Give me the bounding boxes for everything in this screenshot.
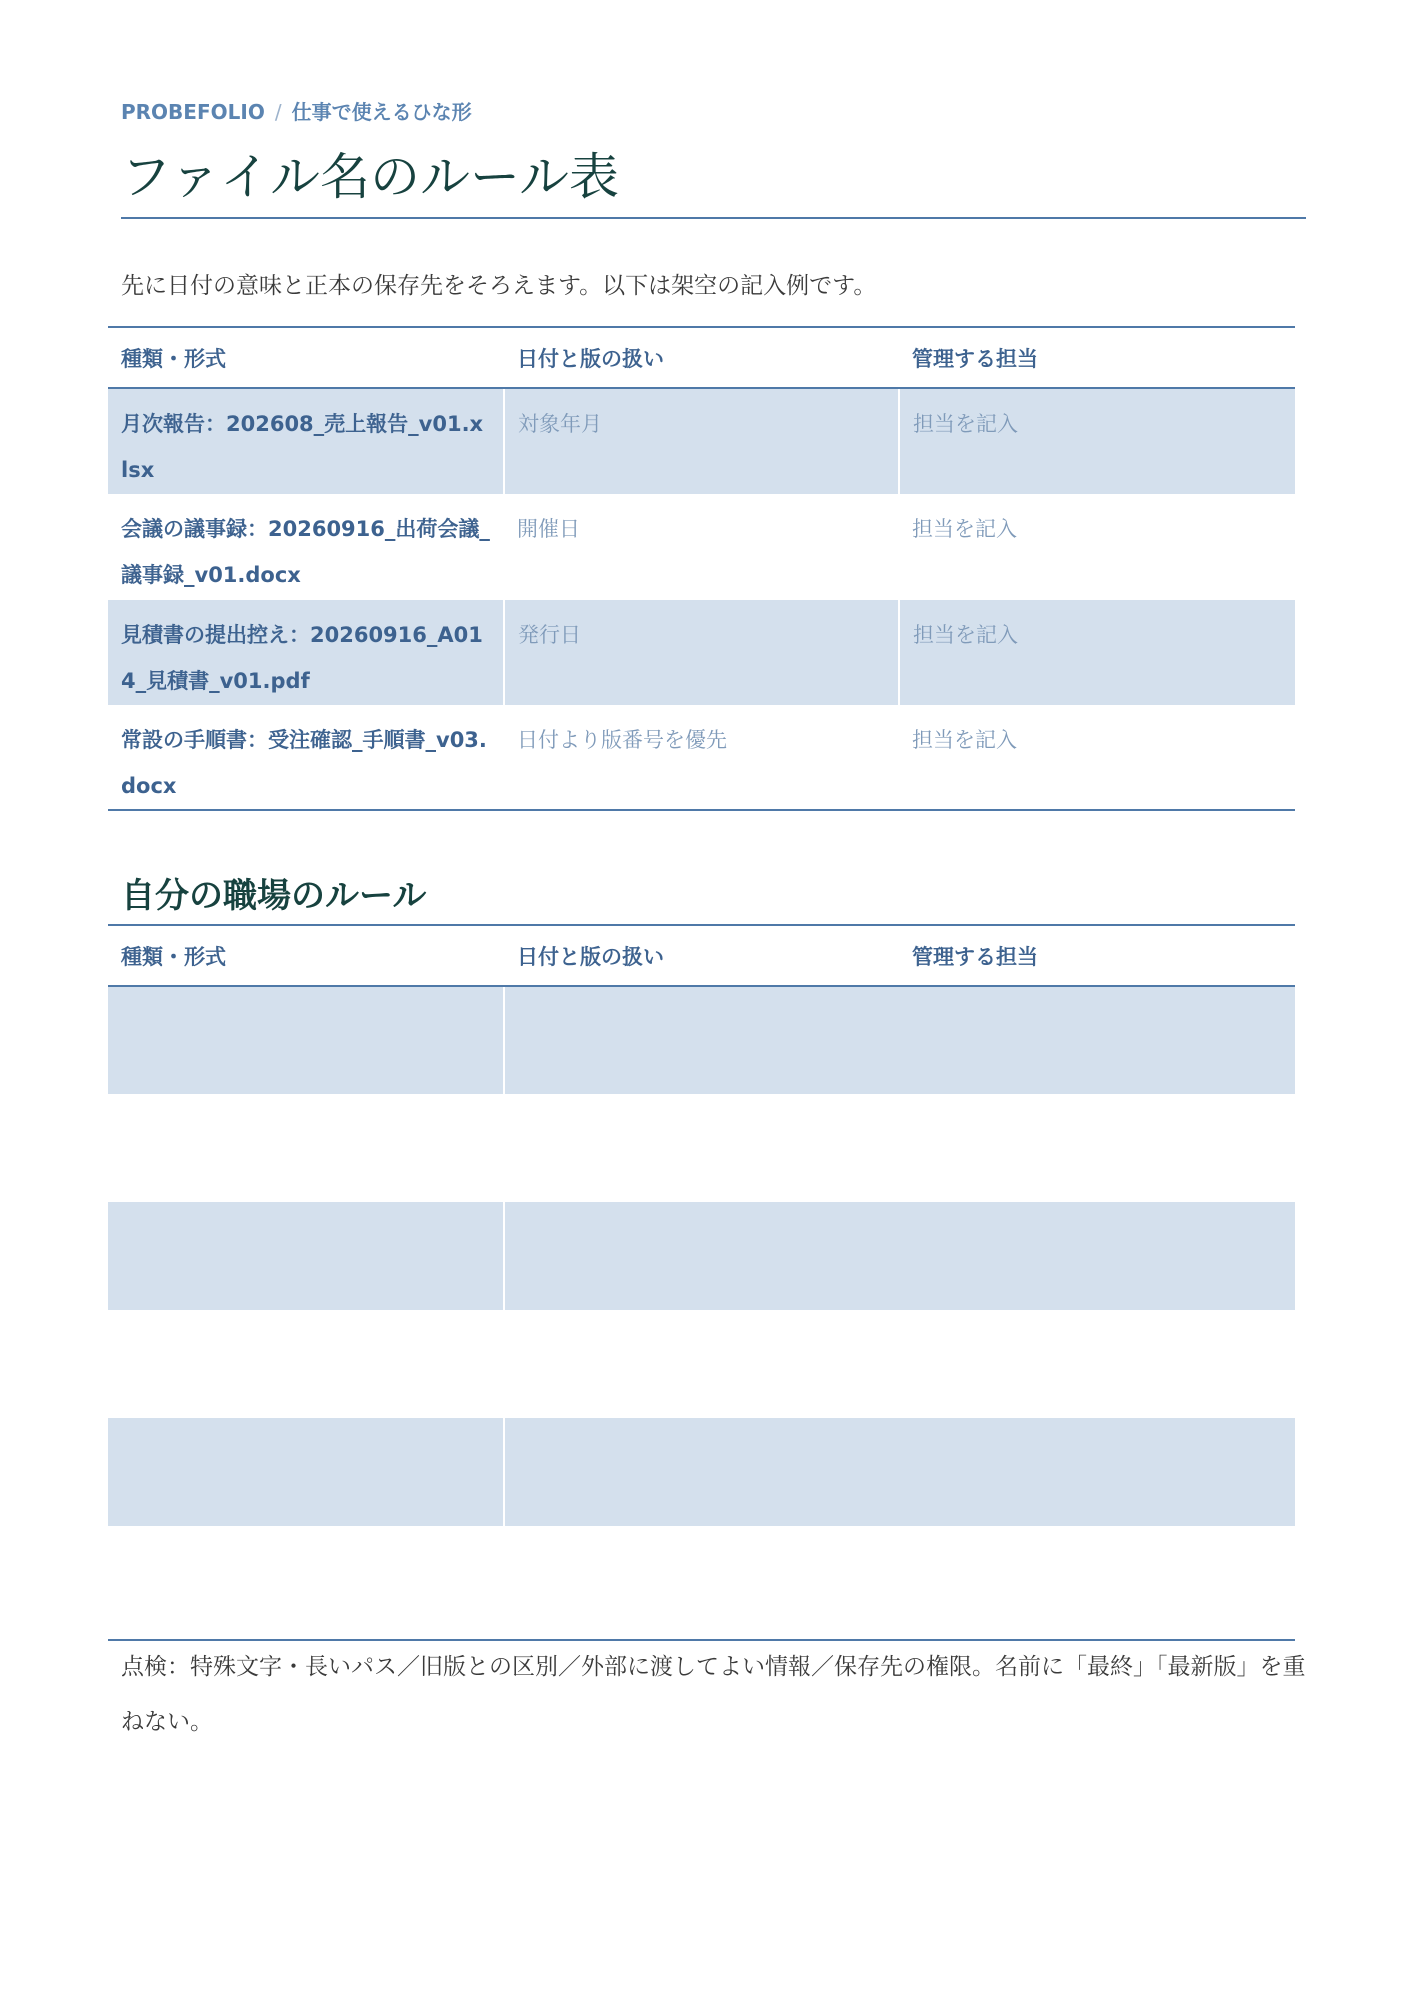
blank-cell-type[interactable] xyxy=(108,1526,504,1634)
blank-rules-table xyxy=(108,924,1295,1634)
table-row xyxy=(108,388,1295,494)
blank-cell-type[interactable] xyxy=(108,1310,504,1418)
blank-cell-date-owner[interactable] xyxy=(504,986,1295,1094)
blank-cell-type[interactable] xyxy=(108,1418,504,1526)
header-date: 日付と版の扱い xyxy=(504,327,899,388)
section-title: 自分の職場のルール xyxy=(121,876,427,916)
blank-row xyxy=(108,1094,1295,1202)
intro-text: 先に日付の意味と正本の保存先をそろえます。以下は架空の記入例です。 xyxy=(121,273,877,299)
cell-owner: 担当を記入 xyxy=(899,600,1295,705)
header-type: 種類・形式 xyxy=(108,925,504,986)
example-rules-table xyxy=(108,326,1295,811)
blank-row xyxy=(108,986,1295,1094)
blank-cell-type[interactable] xyxy=(108,1202,504,1310)
table-header-row xyxy=(108,327,1295,388)
blank-cell-date-owner[interactable] xyxy=(504,1094,1295,1202)
blank-cell-type[interactable] xyxy=(108,986,504,1094)
header-owner: 管理する担当 xyxy=(899,327,1295,388)
page-title: ファイル名のルール表 xyxy=(121,148,619,206)
blank-row xyxy=(108,1418,1295,1526)
cell-date: 対象年月 xyxy=(504,388,899,494)
title-divider xyxy=(121,217,1306,219)
breadcrumb-site[interactable]: PROBEFOLIO xyxy=(121,100,265,124)
blank-row xyxy=(108,1202,1295,1310)
table-row xyxy=(108,705,1295,810)
blank-cell-date-owner[interactable] xyxy=(504,1526,1295,1634)
breadcrumb xyxy=(121,96,472,125)
cell-date: 日付より版番号を優先 xyxy=(504,705,899,810)
cell-date: 開催日 xyxy=(517,517,580,541)
header-owner: 管理する担当 xyxy=(899,925,1295,986)
blank-cell-type[interactable] xyxy=(108,1094,504,1202)
blank-cell-date-owner[interactable] xyxy=(504,1310,1295,1418)
table-row xyxy=(108,600,1295,705)
table-header-row xyxy=(108,925,1295,986)
cell-owner: 担当を記入 xyxy=(899,705,1295,810)
cell-owner: 担当を記入 xyxy=(899,388,1295,494)
table-row xyxy=(108,494,1295,600)
blank-cell-date-owner[interactable] xyxy=(504,1202,1295,1310)
cell-type: 月次報告：202608_売上報告_v01.xlsx xyxy=(108,388,504,494)
header-date: 日付と版の扱い xyxy=(504,925,899,986)
blank-row xyxy=(108,1526,1295,1634)
header-type: 種類・形式 xyxy=(108,327,504,388)
breadcrumb-separator: / xyxy=(274,100,282,124)
breadcrumb-section[interactable]: 仕事で使えるひな形 xyxy=(291,100,472,124)
checklist-note: 点検：特殊文字・長いパス／旧版との区別／外部に渡してよい情報／保存先の権限。名前に「最終」「最新版」を重ねない。 xyxy=(121,1654,1306,1735)
cell-date: 発行日 xyxy=(504,600,899,705)
cell-owner: 担当を記入 xyxy=(912,517,1017,541)
cell-type: 常設の手順書：受注確認_手順書_v03.docx xyxy=(108,705,504,810)
cell-type: 会議の議事録：20260916_出荷会議_議事録_v01.docx xyxy=(121,517,490,587)
cell-type: 見積書の提出控え：20260916_A014_見積書_v01.pdf xyxy=(108,600,504,705)
blank-row xyxy=(108,1310,1295,1418)
blank-cell-date-owner[interactable] xyxy=(504,1418,1295,1526)
